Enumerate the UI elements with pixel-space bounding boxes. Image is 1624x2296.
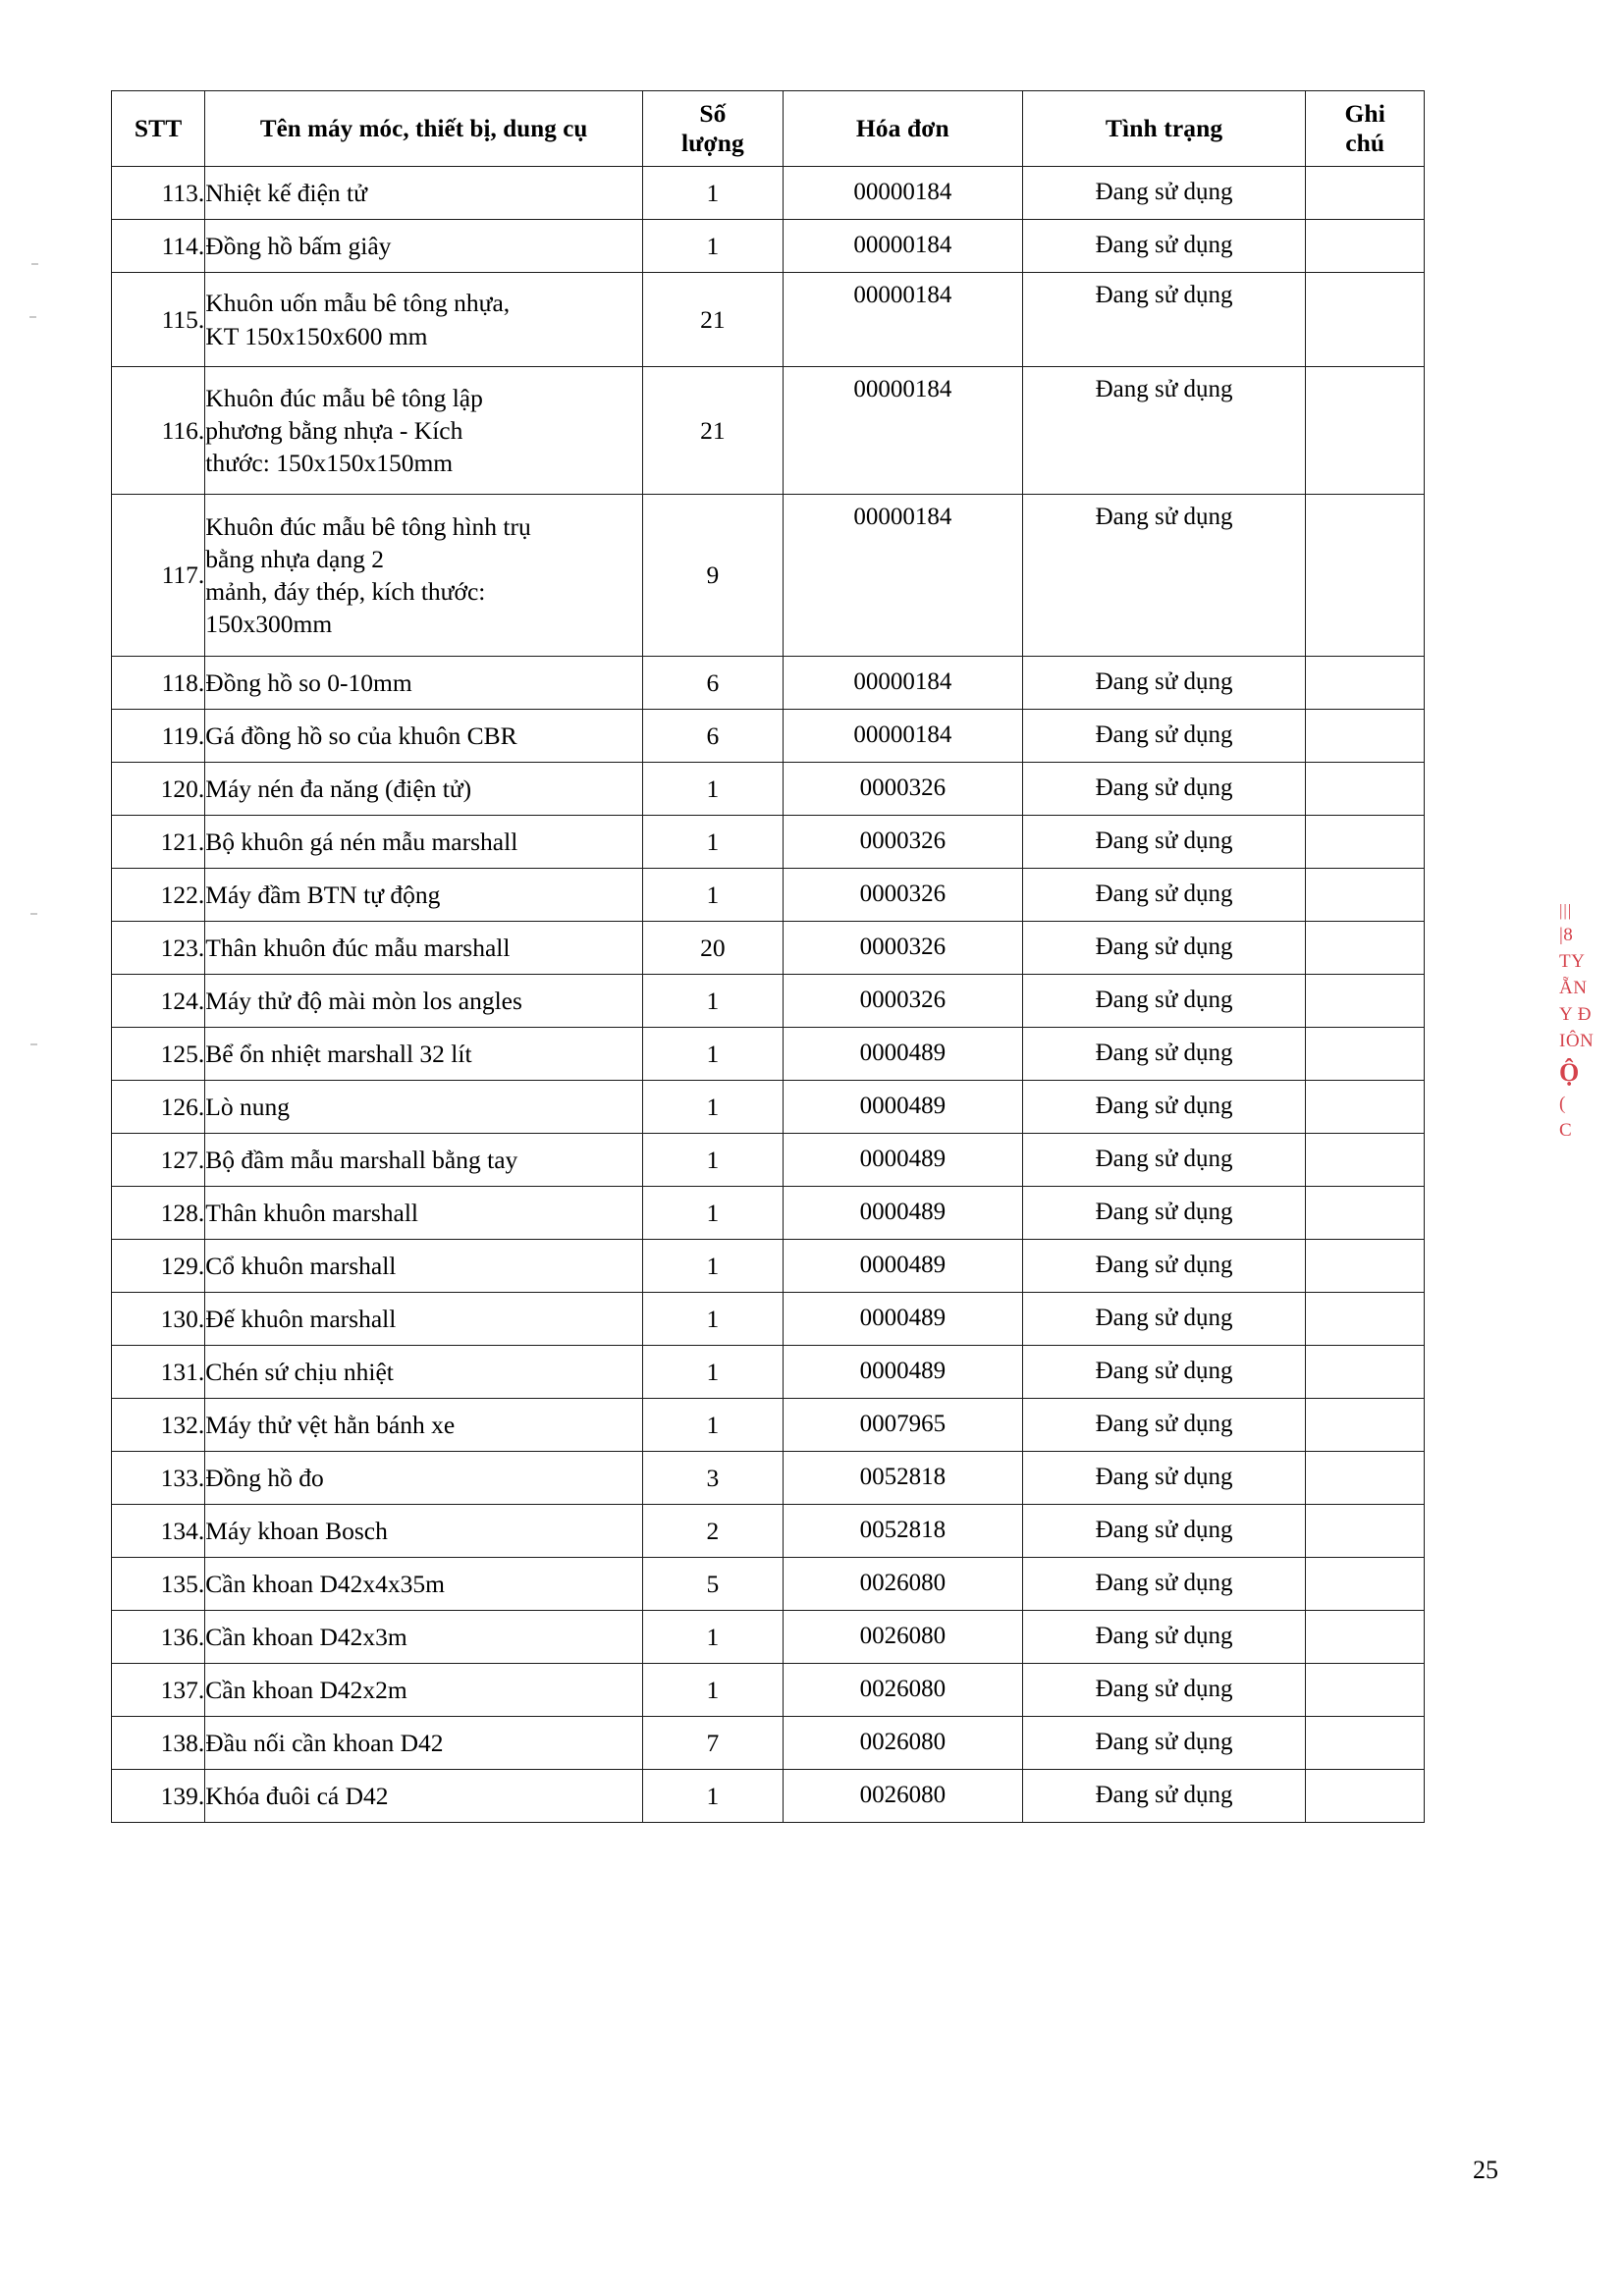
cell-quantity: 1 bbox=[642, 1134, 783, 1187]
equipment-name-line: Thân khuôn marshall bbox=[205, 1198, 418, 1227]
cell-quantity: 1 bbox=[642, 1399, 783, 1452]
cell-status: Đang sử dụng bbox=[1022, 1081, 1306, 1134]
cell-stt: 124. bbox=[112, 975, 205, 1028]
cell-status: Đang sử dụng bbox=[1022, 367, 1306, 495]
cell-equipment-name bbox=[205, 1558, 643, 1611]
equipment-name-line: Đồng hồ đo bbox=[205, 1463, 324, 1492]
cell-status: Đang sử dụng bbox=[1022, 975, 1306, 1028]
equipment-name-line: Lò nung bbox=[205, 1092, 290, 1121]
equipment-name-line: Khuôn đúc mẫu bê tông lập bbox=[205, 383, 483, 412]
table-row bbox=[112, 1028, 1425, 1081]
scan-artifact-dot bbox=[30, 913, 37, 915]
cell-quantity: 5 bbox=[642, 1558, 783, 1611]
equipment-name-line: Cần khoan D42x4x35m bbox=[205, 1569, 445, 1598]
cell-quantity: 1 bbox=[642, 1611, 783, 1664]
equipment-name-line: Cần khoan D42x2m bbox=[205, 1675, 407, 1704]
cell-stt: 114. bbox=[112, 220, 205, 273]
column-header-note-line1: Ghi bbox=[1344, 99, 1385, 129]
cell-invoice-number: 00000184 bbox=[783, 220, 1022, 273]
cell-equipment-name bbox=[205, 1452, 643, 1505]
cell-note bbox=[1306, 1028, 1425, 1081]
cell-status: Đang sử dụng bbox=[1022, 1240, 1306, 1293]
cell-stt: 118. bbox=[112, 657, 205, 710]
cell-note bbox=[1306, 220, 1425, 273]
cell-invoice-number: 0007965 bbox=[783, 1399, 1022, 1452]
table-row bbox=[112, 1081, 1425, 1134]
cell-quantity: 1 bbox=[642, 1028, 783, 1081]
cell-stt: 136. bbox=[112, 1611, 205, 1664]
equipment-name-line: Máy thử vệt hằn bánh xe bbox=[205, 1410, 456, 1439]
cell-note bbox=[1306, 1346, 1425, 1399]
cell-note bbox=[1306, 495, 1425, 657]
equipment-name-line: Đồng hồ bấm giây bbox=[205, 231, 392, 260]
equipment-name-line: Thân khuôn đúc mẫu marshall bbox=[205, 933, 511, 962]
cell-quantity: 21 bbox=[642, 273, 783, 367]
equipment-name-line: phương bằng nhựa - Kích bbox=[205, 415, 463, 445]
cell-status: Đang sử dụng bbox=[1022, 220, 1306, 273]
equipment-name-line: mảnh, đáy thép, kích thước: bbox=[205, 577, 486, 606]
table-row bbox=[112, 1717, 1425, 1770]
cell-stt: 130. bbox=[112, 1293, 205, 1346]
cell-note bbox=[1306, 1770, 1425, 1823]
cell-invoice-number: 00000184 bbox=[783, 710, 1022, 763]
equipment-name-line: Gá đồng hồ so của khuôn CBR bbox=[205, 721, 517, 750]
table-row bbox=[112, 495, 1425, 657]
cell-status: Đang sử dụng bbox=[1022, 1293, 1306, 1346]
table-header bbox=[112, 91, 1425, 167]
stamp-fragment-line: ( bbox=[1559, 1093, 1566, 1114]
stamp-fragment-line: Ộ bbox=[1559, 1057, 1580, 1087]
cell-invoice-number: 0000489 bbox=[783, 1134, 1022, 1187]
cell-equipment-name bbox=[205, 1346, 643, 1399]
table-body bbox=[112, 167, 1425, 1823]
equipment-name-line: 150x300mm bbox=[205, 610, 333, 639]
scan-artifact-dot bbox=[29, 316, 36, 318]
cell-stt: 119. bbox=[112, 710, 205, 763]
stamp-fragment-line: IÔN bbox=[1559, 1031, 1595, 1051]
table-row bbox=[112, 1134, 1425, 1187]
cell-status: Đang sử dụng bbox=[1022, 167, 1306, 220]
cell-invoice-number: 00000184 bbox=[783, 657, 1022, 710]
cell-note bbox=[1306, 1558, 1425, 1611]
cell-note bbox=[1306, 975, 1425, 1028]
cell-quantity: 3 bbox=[642, 1452, 783, 1505]
cell-note bbox=[1306, 273, 1425, 367]
cell-note bbox=[1306, 869, 1425, 922]
stamp-fragment-line: ||| bbox=[1559, 901, 1573, 920]
equipment-name-line: Khuôn uốn mẫu bê tông nhựa, bbox=[205, 289, 511, 318]
cell-quantity: 2 bbox=[642, 1505, 783, 1558]
cell-status: Đang sử dụng bbox=[1022, 816, 1306, 869]
table-row bbox=[112, 1346, 1425, 1399]
table-row bbox=[112, 657, 1425, 710]
cell-quantity: 1 bbox=[642, 1187, 783, 1240]
stamp-fragment-line: Y Đ bbox=[1559, 1004, 1592, 1026]
cell-invoice-number: 0000489 bbox=[783, 1293, 1022, 1346]
column-header-note bbox=[1306, 91, 1425, 167]
cell-status: Đang sử dụng bbox=[1022, 1770, 1306, 1823]
table-row bbox=[112, 1770, 1425, 1823]
equipment-inventory-table-wrapper bbox=[111, 90, 1425, 1823]
table-row bbox=[112, 220, 1425, 273]
cell-quantity: 1 bbox=[642, 1346, 783, 1399]
page-number: 25 bbox=[1473, 2156, 1498, 2184]
cell-stt: 126. bbox=[112, 1081, 205, 1134]
cell-equipment-name bbox=[205, 975, 643, 1028]
column-header-name: Tên máy móc, thiết bị, dung cụ bbox=[205, 91, 643, 167]
cell-invoice-number: 0000489 bbox=[783, 1187, 1022, 1240]
cell-note bbox=[1306, 1081, 1425, 1134]
cell-invoice-number: 00000184 bbox=[783, 495, 1022, 657]
cell-invoice-number: 0052818 bbox=[783, 1452, 1022, 1505]
equipment-name-line: Máy thử độ mài mòn los angles bbox=[205, 986, 522, 1015]
equipment-name-line: Đế khuôn marshall bbox=[205, 1304, 397, 1333]
cell-note bbox=[1306, 922, 1425, 975]
cell-stt: 121. bbox=[112, 816, 205, 869]
cell-status: Đang sử dụng bbox=[1022, 1505, 1306, 1558]
cell-status: Đang sử dụng bbox=[1022, 657, 1306, 710]
table-header-row bbox=[112, 91, 1425, 167]
cell-quantity: 6 bbox=[642, 657, 783, 710]
cell-equipment-name bbox=[205, 1293, 643, 1346]
column-header-note-line2: chú bbox=[1345, 129, 1385, 157]
cell-equipment-name bbox=[205, 922, 643, 975]
cell-status: Đang sử dụng bbox=[1022, 922, 1306, 975]
cell-stt: 132. bbox=[112, 1399, 205, 1452]
cell-stt: 117. bbox=[112, 495, 205, 657]
cell-invoice-number: 0026080 bbox=[783, 1770, 1022, 1823]
cell-note bbox=[1306, 1293, 1425, 1346]
cell-invoice-number: 0000489 bbox=[783, 1240, 1022, 1293]
equipment-name-line: Máy đầm BTN tự động bbox=[205, 880, 441, 909]
cell-note bbox=[1306, 816, 1425, 869]
stamp-fragment-line: TY bbox=[1559, 951, 1586, 973]
cell-equipment-name bbox=[205, 495, 643, 657]
equipment-inventory-table bbox=[111, 90, 1425, 1823]
cell-note bbox=[1306, 1664, 1425, 1717]
table-row bbox=[112, 869, 1425, 922]
equipment-name-line: Máy khoan Bosch bbox=[205, 1516, 388, 1545]
cell-note bbox=[1306, 657, 1425, 710]
scan-artifact-dot bbox=[30, 1043, 37, 1045]
cell-stt: 133. bbox=[112, 1452, 205, 1505]
equipment-name-line: Chén sứ chịu nhiệt bbox=[205, 1357, 394, 1386]
red-stamp-fragment bbox=[1559, 899, 1624, 1141]
cell-stt: 135. bbox=[112, 1558, 205, 1611]
column-header-quantity bbox=[642, 91, 783, 167]
equipment-name-line: thước: 150x150x150mm bbox=[205, 449, 454, 478]
cell-status: Đang sử dụng bbox=[1022, 1134, 1306, 1187]
column-header-status: Tình trạng bbox=[1022, 91, 1306, 167]
cell-note bbox=[1306, 1717, 1425, 1770]
equipment-name-line: bằng nhựa dạng 2 bbox=[205, 544, 384, 573]
cell-status: Đang sử dụng bbox=[1022, 1346, 1306, 1399]
table-row bbox=[112, 975, 1425, 1028]
table-row bbox=[112, 273, 1425, 367]
cell-stt: 115. bbox=[112, 273, 205, 367]
cell-equipment-name bbox=[205, 1505, 643, 1558]
table-row bbox=[112, 1293, 1425, 1346]
cell-quantity: 1 bbox=[642, 1770, 783, 1823]
equipment-name-line: KT 150x150x600 mm bbox=[205, 321, 428, 350]
table-row bbox=[112, 922, 1425, 975]
cell-status: Đang sử dụng bbox=[1022, 495, 1306, 657]
cell-note bbox=[1306, 1240, 1425, 1293]
table-row bbox=[112, 816, 1425, 869]
cell-quantity: 1 bbox=[642, 763, 783, 816]
cell-invoice-number: 0000489 bbox=[783, 1081, 1022, 1134]
cell-equipment-name bbox=[205, 1240, 643, 1293]
cell-invoice-number: 00000184 bbox=[783, 167, 1022, 220]
cell-note bbox=[1306, 1452, 1425, 1505]
table-row bbox=[112, 1664, 1425, 1717]
cell-status: Đang sử dụng bbox=[1022, 1028, 1306, 1081]
cell-note bbox=[1306, 367, 1425, 495]
equipment-name-line: Bể ổn nhiệt marshall 32 lít bbox=[205, 1039, 472, 1068]
cell-quantity: 1 bbox=[642, 1664, 783, 1717]
equipment-name-line: Bộ đầm mẫu marshall bằng tay bbox=[205, 1145, 518, 1174]
cell-status: Đang sử dụng bbox=[1022, 273, 1306, 367]
cell-quantity: 1 bbox=[642, 1081, 783, 1134]
table-row bbox=[112, 1399, 1425, 1452]
cell-status: Đang sử dụng bbox=[1022, 763, 1306, 816]
cell-equipment-name bbox=[205, 220, 643, 273]
cell-equipment-name bbox=[205, 657, 643, 710]
cell-invoice-number: 0000326 bbox=[783, 816, 1022, 869]
cell-invoice-number: 0000326 bbox=[783, 922, 1022, 975]
cell-note bbox=[1306, 710, 1425, 763]
table-row bbox=[112, 1611, 1425, 1664]
cell-quantity: 6 bbox=[642, 710, 783, 763]
equipment-name-line: Đồng hồ so 0-10mm bbox=[205, 667, 412, 697]
cell-quantity: 1 bbox=[642, 1293, 783, 1346]
cell-stt: 134. bbox=[112, 1505, 205, 1558]
cell-note bbox=[1306, 1399, 1425, 1452]
table-row bbox=[112, 1452, 1425, 1505]
cell-status: Đang sử dụng bbox=[1022, 1452, 1306, 1505]
cell-equipment-name bbox=[205, 1134, 643, 1187]
cell-note bbox=[1306, 763, 1425, 816]
cell-equipment-name bbox=[205, 1187, 643, 1240]
cell-equipment-name bbox=[205, 763, 643, 816]
table-row bbox=[112, 167, 1425, 220]
equipment-name-line: Bộ khuôn gá nén mẫu marshall bbox=[205, 827, 518, 856]
cell-equipment-name bbox=[205, 816, 643, 869]
cell-note bbox=[1306, 1187, 1425, 1240]
stamp-fragment-line: ẴN bbox=[1559, 978, 1588, 999]
equipment-name-line: Nhiệt kế điện tử bbox=[205, 178, 367, 207]
cell-stt: 139. bbox=[112, 1770, 205, 1823]
table-row bbox=[112, 763, 1425, 816]
cell-invoice-number: 0000326 bbox=[783, 975, 1022, 1028]
cell-status: Đang sử dụng bbox=[1022, 1187, 1306, 1240]
cell-invoice-number: 0026080 bbox=[783, 1611, 1022, 1664]
cell-equipment-name bbox=[205, 1611, 643, 1664]
cell-stt: 123. bbox=[112, 922, 205, 975]
column-header-quantity-line1: Số bbox=[699, 99, 727, 129]
cell-stt: 116. bbox=[112, 367, 205, 495]
cell-note bbox=[1306, 1611, 1425, 1664]
cell-quantity: 1 bbox=[642, 816, 783, 869]
cell-stt: 125. bbox=[112, 1028, 205, 1081]
cell-status: Đang sử dụng bbox=[1022, 1664, 1306, 1717]
table-row bbox=[112, 710, 1425, 763]
cell-equipment-name bbox=[205, 1717, 643, 1770]
stamp-fragment-line: |8 bbox=[1559, 925, 1574, 946]
cell-stt: 129. bbox=[112, 1240, 205, 1293]
table-row bbox=[112, 1505, 1425, 1558]
column-header-stt: STT bbox=[112, 91, 205, 167]
table-row bbox=[112, 1240, 1425, 1293]
cell-invoice-number: 0026080 bbox=[783, 1558, 1022, 1611]
cell-quantity: 20 bbox=[642, 922, 783, 975]
cell-status: Đang sử dụng bbox=[1022, 1717, 1306, 1770]
cell-equipment-name bbox=[205, 167, 643, 220]
cell-stt: 131. bbox=[112, 1346, 205, 1399]
cell-equipment-name bbox=[205, 1664, 643, 1717]
cell-note bbox=[1306, 167, 1425, 220]
cell-stt: 128. bbox=[112, 1187, 205, 1240]
equipment-name-line: Cổ khuôn marshall bbox=[205, 1251, 397, 1280]
cell-stt: 137. bbox=[112, 1664, 205, 1717]
cell-quantity: 1 bbox=[642, 220, 783, 273]
cell-invoice-number: 0000489 bbox=[783, 1346, 1022, 1399]
table-row bbox=[112, 367, 1425, 495]
scan-artifact-dot bbox=[31, 263, 38, 265]
equipment-name-line: Khuôn đúc mẫu bê tông hình trụ bbox=[205, 511, 531, 541]
cell-invoice-number: 0052818 bbox=[783, 1505, 1022, 1558]
equipment-name-line: Cần khoan D42x3m bbox=[205, 1622, 407, 1651]
cell-invoice-number: 0026080 bbox=[783, 1717, 1022, 1770]
equipment-name-line: Khóa đuôi cá D42 bbox=[205, 1781, 389, 1810]
equipment-name-line: Máy nén đa năng (điện tử) bbox=[205, 774, 472, 803]
cell-invoice-number: 00000184 bbox=[783, 367, 1022, 495]
cell-invoice-number: 0000326 bbox=[783, 869, 1022, 922]
cell-status: Đang sử dụng bbox=[1022, 710, 1306, 763]
equipment-name-line: Đầu nối cần khoan D42 bbox=[205, 1728, 444, 1757]
cell-quantity: 9 bbox=[642, 495, 783, 657]
cell-status: Đang sử dụng bbox=[1022, 869, 1306, 922]
cell-equipment-name bbox=[205, 869, 643, 922]
cell-stt: 138. bbox=[112, 1717, 205, 1770]
cell-quantity: 1 bbox=[642, 167, 783, 220]
cell-invoice-number: 0000326 bbox=[783, 763, 1022, 816]
cell-equipment-name bbox=[205, 710, 643, 763]
cell-quantity: 1 bbox=[642, 975, 783, 1028]
cell-equipment-name bbox=[205, 1399, 643, 1452]
cell-quantity: 7 bbox=[642, 1717, 783, 1770]
table-row bbox=[112, 1558, 1425, 1611]
cell-quantity: 1 bbox=[642, 1240, 783, 1293]
cell-invoice-number: 00000184 bbox=[783, 273, 1022, 367]
cell-quantity: 1 bbox=[642, 869, 783, 922]
cell-status: Đang sử dụng bbox=[1022, 1611, 1306, 1664]
cell-stt: 122. bbox=[112, 869, 205, 922]
cell-quantity: 21 bbox=[642, 367, 783, 495]
cell-invoice-number: 0000489 bbox=[783, 1028, 1022, 1081]
cell-status: Đang sử dụng bbox=[1022, 1399, 1306, 1452]
cell-equipment-name bbox=[205, 1081, 643, 1134]
cell-invoice-number: 0026080 bbox=[783, 1664, 1022, 1717]
cell-equipment-name bbox=[205, 1028, 643, 1081]
cell-equipment-name bbox=[205, 367, 643, 495]
column-header-quantity-line2: lượng bbox=[680, 129, 744, 157]
column-header-invoice: Hóa đơn bbox=[783, 91, 1022, 167]
cell-equipment-name bbox=[205, 1770, 643, 1823]
cell-stt: 113. bbox=[112, 167, 205, 220]
table-row bbox=[112, 1187, 1425, 1240]
cell-status: Đang sử dụng bbox=[1022, 1558, 1306, 1611]
cell-stt: 120. bbox=[112, 763, 205, 816]
cell-equipment-name bbox=[205, 273, 643, 367]
cell-note bbox=[1306, 1505, 1425, 1558]
cell-stt: 127. bbox=[112, 1134, 205, 1187]
stamp-fragment-line: C bbox=[1559, 1119, 1573, 1141]
cell-note bbox=[1306, 1134, 1425, 1187]
